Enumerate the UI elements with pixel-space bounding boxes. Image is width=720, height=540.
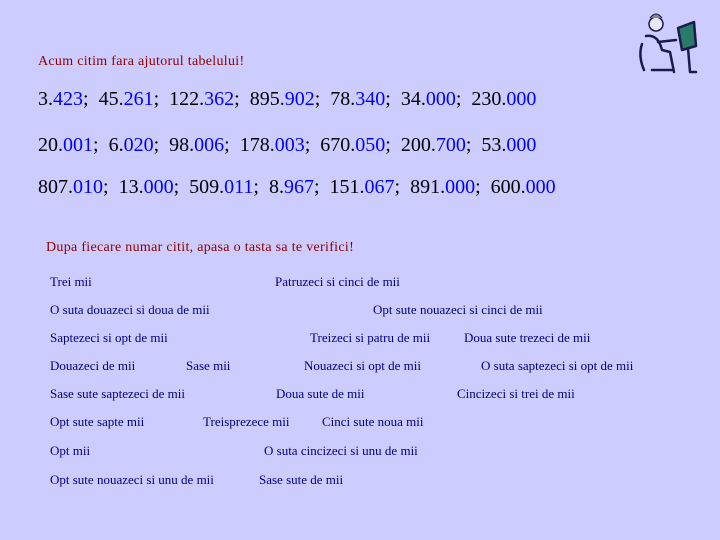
number-item [119,176,174,198]
answer-item [50,386,234,402]
answer-units: cincizeci [185,386,235,401]
separator: ; [153,88,170,110]
number-units: 006 [194,134,225,156]
number-thousands: 807. [38,176,73,198]
number-units: 001 [63,134,93,156]
instruction-text: Dupa fiecare numar citit, apasa o tasta sa te verifici! [46,240,355,255]
answer-thousands: Treizeci si patru de mii [310,330,431,345]
answer-thousands: Cinci sute noua mii [322,414,424,429]
answer-item [457,386,575,402]
answer-thousands: Opt mii [50,443,91,458]
number-item [471,88,536,110]
number-thousands: 600. [490,176,526,198]
answer-thousands: Doua sute de mii [276,386,365,401]
number-thousands: 6. [108,134,124,156]
answer-item [464,330,590,346]
number-units: 050 [355,134,386,156]
number-item [269,176,314,198]
number-line [38,134,536,157]
answer-units: douazeci [230,358,280,373]
answer-units: trei sute patruzeci [167,330,264,345]
answer-item [203,414,290,430]
number-units: 000 [506,134,537,156]
number-thousands: 509. [189,176,225,198]
number-thousands: 34. [400,88,426,110]
answer-units: doua sute saizeci si unu [399,274,526,289]
number-item [169,88,234,110]
answer-units: unu [135,358,158,373]
answer-units: trei [633,358,654,373]
number-thousands: 98. [169,134,195,156]
answer-item [275,274,526,290]
number-item [169,134,224,156]
separator: ; [103,176,119,198]
computer-user-logo-icon [632,6,702,76]
separator: ; [153,134,170,156]
number-units: 003 [274,134,305,156]
separator: ; [93,134,109,156]
number-item [38,176,103,198]
number-thousands: 200. [400,134,436,156]
answer-item [264,443,498,459]
number-thousands: 122. [169,88,205,110]
number-item [401,134,466,156]
number-thousands: 3. [38,88,53,110]
answer-thousands: Saptezeci si opt de mii [50,330,168,345]
answer-thousands: Douazeci de mii [50,358,136,373]
number-thousands: 20. [38,134,63,156]
number-item [250,88,315,110]
answer-item [259,472,343,488]
number-units: 000 [425,88,456,110]
answer-item [186,358,280,374]
separator: ; [304,134,321,156]
answer-units: noua sute saizeci si sapte [90,443,224,458]
answer-thousands: Doua sute trezeci de mii [464,330,591,345]
page-title: Acum citim fara ajutorul tabelului! [38,54,245,69]
separator: ; [475,176,491,198]
answer-thousands: Opt sute sapte mii [50,414,145,429]
answer-item [276,386,419,402]
answer-units: noua sute doi [542,302,616,317]
number-units: 000 [143,176,174,198]
number-units: 000 [525,176,556,198]
number-line [38,176,556,199]
answer-thousands: Cincizeci si trei de mii [457,386,575,401]
number-line [38,88,536,111]
answer-thousands: Opt sute nouazeci si unu de mii [50,472,214,487]
number-units: 423 [53,88,83,110]
separator: ; [173,176,190,198]
number-units: 902 [284,88,315,110]
answer-thousands: Nouazeci si opt de mii [304,358,421,373]
number-item [38,134,93,156]
separator: ; [224,134,240,156]
number-units: 261 [123,88,154,110]
number-item [481,134,536,156]
number-units: 362 [204,88,235,110]
separator: ; [83,88,99,110]
answer-units: patru sute douazeci si trei [91,274,228,289]
number-units: 000 [506,88,537,110]
answer-item [50,472,214,488]
separator: ; [394,176,411,198]
number-item [240,134,305,156]
answer-thousands: O suta cincizeci si unu de mii [264,443,418,458]
number-item [410,176,475,198]
answer-thousands: Sase sute saptezeci de mii [50,386,186,401]
separator: ; [313,176,330,198]
number-thousands: 8. [268,176,284,198]
separator: ; [253,176,269,198]
answer-thousands: O suta douazeci si doua de mii [50,302,210,317]
answer-thousands: Sase sute de mii [259,472,344,487]
number-item [320,134,385,156]
answer-item [50,274,228,290]
number-thousands: 45. [98,88,124,110]
number-units: 967 [283,176,314,198]
answer-units: unsprezece [423,414,485,429]
answer-thousands: Opt sute nouazeci si cinci de mii [373,302,543,317]
answer-thousands: Trei mii [50,274,92,289]
number-units: 020 [123,134,154,156]
separator: ; [385,134,401,156]
number-item [99,88,154,110]
number-units: 010 [73,176,103,198]
number-item [330,176,395,198]
number-item [330,88,385,110]
separator: ; [455,88,472,110]
answer-item [50,302,325,318]
separator: ; [465,134,482,156]
separator: ; [385,88,401,110]
number-units: 340 [355,88,386,110]
number-item [109,134,154,156]
number-units: 067 [364,176,395,198]
answer-units: zece [144,414,171,429]
answer-thousands: O suta saptezeci si opt de mii [481,358,634,373]
number-thousands: 178. [239,134,275,156]
number-units: 011 [224,176,254,198]
answer-item [310,330,430,346]
number-item [189,176,253,198]
number-thousands: 151. [329,176,365,198]
number-units: 000 [445,176,476,198]
answer-thousands: Treisprezece mii [203,414,290,429]
answer-item [373,302,615,318]
answer-units: sapte sute [364,386,419,401]
separator: ; [314,88,331,110]
answer-item [481,358,654,374]
number-item [401,88,456,110]
number-thousands: 78. [330,88,356,110]
answer-units: saizeci si sapte [417,443,499,458]
answer-item [50,330,263,346]
number-units: 700 [435,134,466,156]
separator: ; [234,88,250,110]
number-thousands: 53. [481,134,507,156]
answer-units: trei sute saizeci si doi [209,302,325,317]
answer-thousands: Sase mii [186,358,231,373]
answer-item [50,358,158,374]
number-item [38,88,83,110]
answer-item [322,414,484,430]
number-thousands: 670. [320,134,356,156]
number-thousands: 13. [118,176,144,198]
number-item [491,176,556,198]
answer-thousands: Patruzeci si cinci de mii [275,274,400,289]
answer-units: sase [420,358,446,373]
answer-item [304,358,446,374]
number-thousands: 230. [471,88,507,110]
number-thousands: 895. [249,88,285,110]
answer-item [50,443,223,459]
answer-item [50,414,171,430]
number-thousands: 891. [410,176,446,198]
